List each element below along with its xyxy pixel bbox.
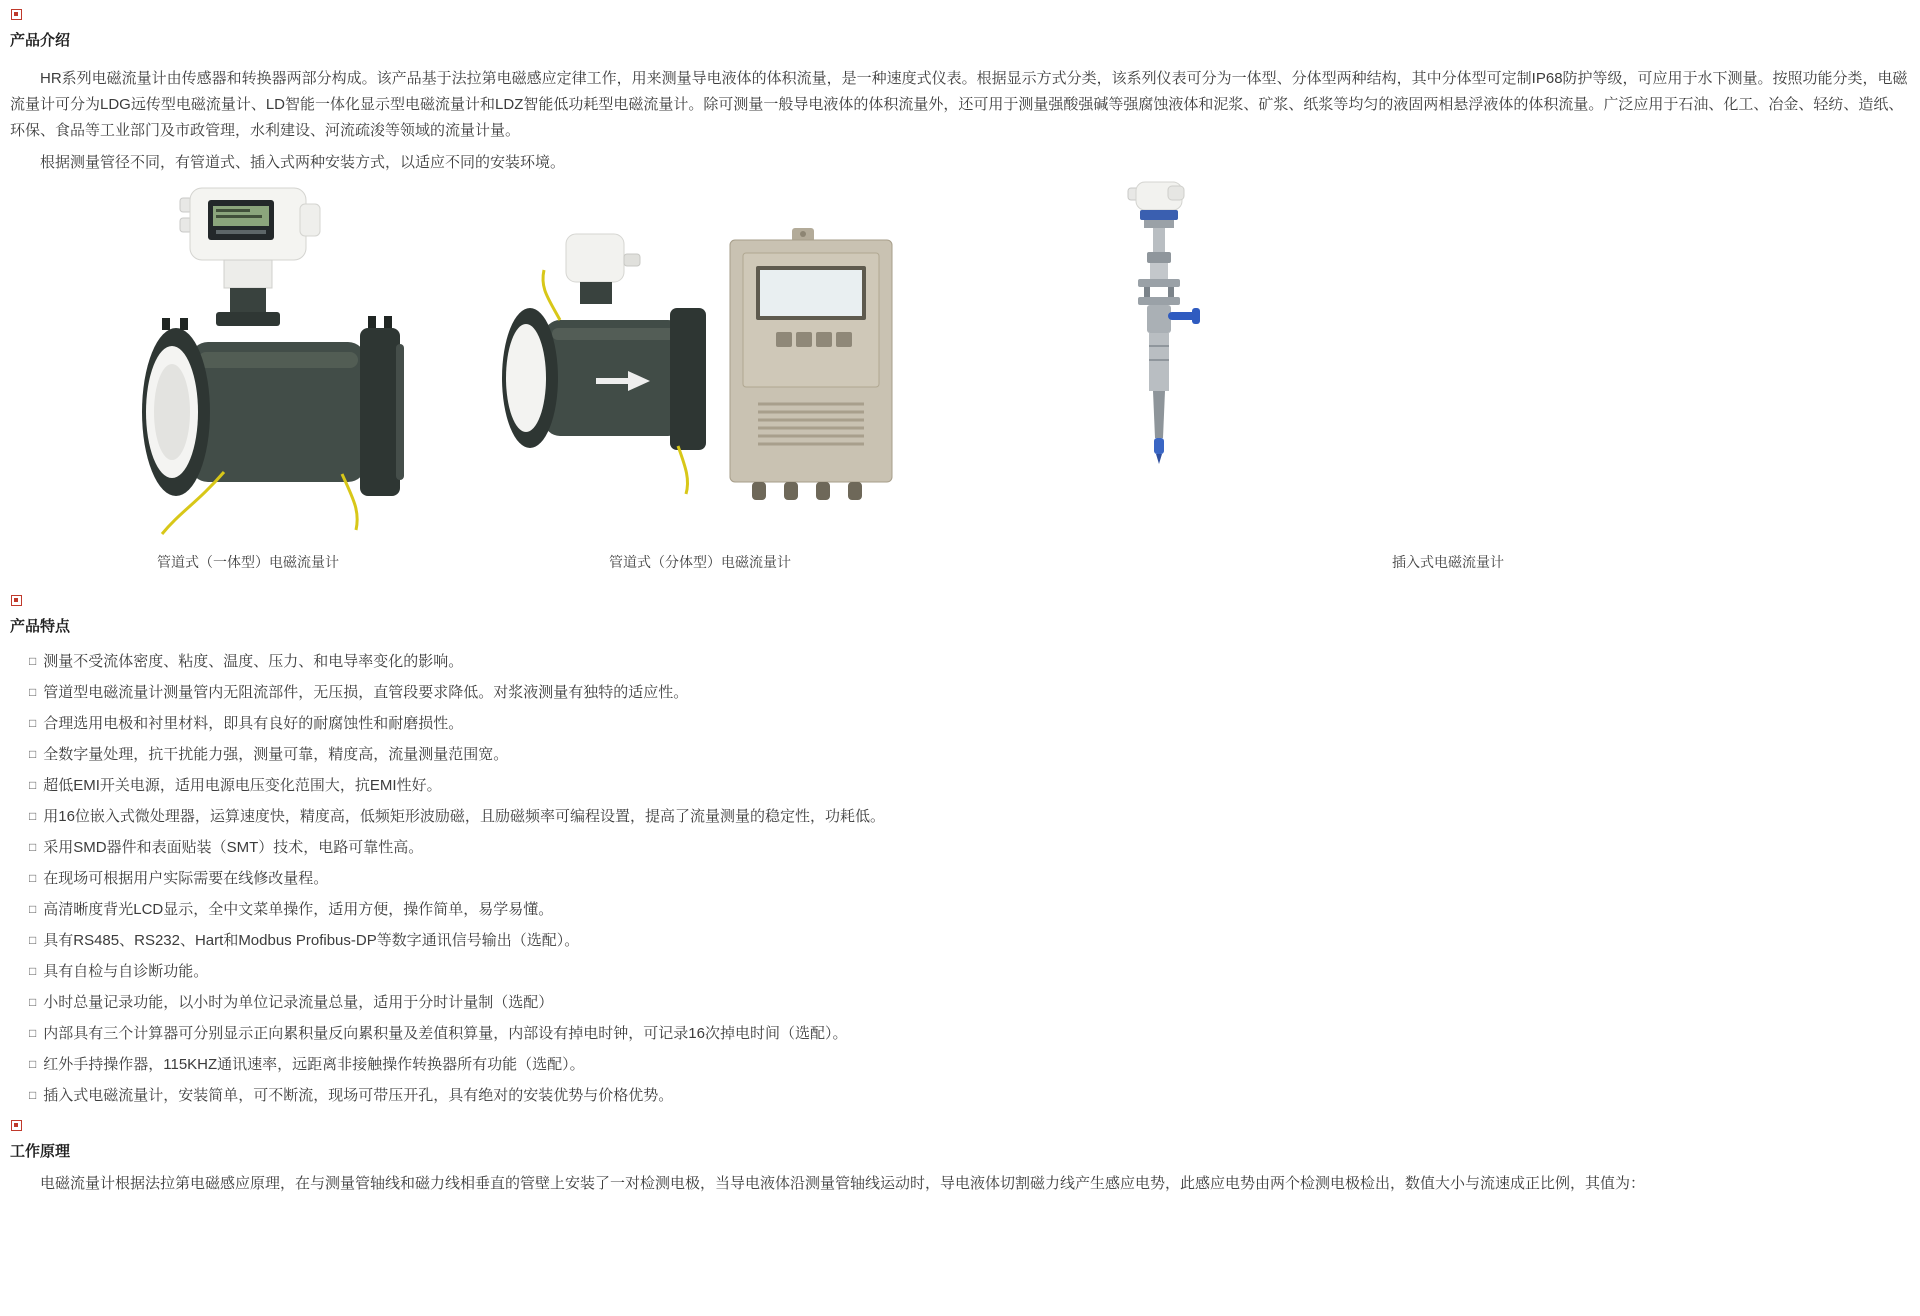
principle-section-title: 工作原理 (10, 1143, 71, 1160)
feature-item (29, 807, 1910, 827)
intro-section-title: 产品介绍 (10, 32, 71, 49)
square-bullet-icon: □ (29, 995, 37, 1009)
feature-text: 全数字量处理，抗干扰能力强，测量可靠，精度高，流量测量范围宽。 (43, 746, 509, 763)
square-bullet-icon: □ (29, 778, 37, 792)
feature-item (29, 1086, 1910, 1106)
square-bullet-icon: □ (29, 685, 37, 699)
product-image-pipeline-split-flowmeter (500, 228, 900, 528)
square-bullet-icon: □ (29, 1088, 37, 1102)
feature-text: 插入式电磁流量计，安装简单，可不断流，现场可带压开孔，具有绝对的安装优势与价格优势。 (43, 1087, 674, 1104)
product-images-row (10, 180, 1910, 582)
product-caption-integrated: 管道式（一体型）电磁流量计 (157, 554, 339, 570)
feature-item (29, 683, 1910, 703)
product-caption-split: 管道式（分体型）电磁流量计 (609, 554, 791, 570)
square-bullet-icon: □ (29, 964, 37, 978)
feature-item (29, 776, 1910, 796)
feature-text: 管道型电磁流量计测量管内无阻流部件，无压损，直管段要求降低。对浆液测量有独特的适应性。 (43, 684, 689, 701)
feature-item (29, 838, 1910, 858)
feature-item (29, 931, 1910, 951)
feature-item (29, 900, 1910, 920)
features-section-title: 产品特点 (10, 618, 71, 635)
square-bullet-icon: □ (29, 840, 37, 854)
square-bullet-icon: □ (29, 1057, 37, 1071)
feature-item (29, 993, 1910, 1013)
square-bullet-icon: □ (29, 871, 37, 885)
square-bullet-icon: □ (29, 1026, 37, 1040)
section-marker-icon (11, 1120, 22, 1131)
section-marker-icon (11, 595, 22, 606)
feature-item (29, 714, 1910, 734)
section-marker-icon (11, 9, 22, 20)
feature-list (10, 652, 1910, 1106)
feature-item (29, 962, 1910, 982)
feature-text: 具有自检与自诊断功能。 (43, 963, 209, 980)
product-caption-insertion: 插入式电磁流量计 (1392, 554, 1504, 570)
feature-text: 内部具有三个计算器可分别显示正向累积量反向累积量及差值积算量，内部设有掉电时钟，可记录16次掉电时间（选配）。 (43, 1025, 848, 1042)
feature-text: 小时总量记录功能，以小时为单位记录流量总量，适用于分时计量制（选配） (43, 994, 554, 1011)
feature-item (29, 869, 1910, 889)
principle-paragraph: 电磁流量计根据法拉第电磁感应原理，在与测量管轴线和磁力线相垂直的管壁上安装了一对检测电极，当导电液体沿测量管轴线运动时，导电液体切割磁力线产生感应电势，此感应电势由两个检测电极检出，数值大小与流速成正比例，其值为： (40, 1175, 1646, 1192)
square-bullet-icon: □ (29, 747, 37, 761)
square-bullet-icon: □ (29, 654, 37, 668)
intro-paragraph-2: 根据测量管径不同，有管道式、插入式两种安装方式，以适应不同的安装环境。 (40, 154, 566, 171)
product-image-insertion-flowmeter (1106, 180, 1218, 480)
feature-text: 高清晰度背光LCD显示，全中文菜单操作，适用方便，操作简单，易学易懂。 (43, 901, 554, 918)
intro-paragraph-1: HR系列电磁流量计由传感器和转换器两部分构成。该产品基于法拉第电磁感应定律工作，用来测量导电液体的体积流量，是一种速度式仪表。根据显示方式分类，该系列仪表可分为一体型、分体型两种结构，其中分体型可定制IP68防护等级，可应用于水下测量。按照功能分类，电磁流量计可分为LDG远传型电磁流量计、LD智能一体化显示型电磁流量计和LDZ智能低功耗型电磁流量计。除可测量一般导电液体的体积流量外，还可用于测量强酸强碱等强腐蚀液体和泥浆、矿浆、纸浆等均匀的液固两相悬浮液体的体积流量。广泛应用于石油、化工、冶金、轻纺、造纸、环保、食品等工业部门及市政管理，水利建设、河流疏浚等领域的流量计量。 (10, 70, 1908, 139)
square-bullet-icon: □ (29, 809, 37, 823)
feature-item (29, 1055, 1910, 1075)
feature-text: 采用SMD器件和表面贴装（SMT）技术，电路可靠性高。 (43, 839, 424, 856)
square-bullet-icon: □ (29, 716, 37, 730)
feature-text: 测量不受流体密度、粘度、温度、压力、和电导率变化的影响。 (43, 653, 464, 670)
feature-text: 红外手持操作器，115KHZ通讯速率，远距离非接触操作转换器所有功能（选配）。 (43, 1056, 585, 1073)
product-image-pipeline-integrated-flowmeter (128, 182, 428, 550)
feature-text: 超低EMI开关电源，适用电源电压变化范围大，抗EMI性好。 (43, 777, 442, 794)
feature-item (29, 1024, 1910, 1044)
feature-text: 合理选用电极和衬里材料，即具有良好的耐腐蚀性和耐磨损性。 (43, 715, 464, 732)
feature-text: 用16位嵌入式微处理器，运算速度快，精度高，低频矩形波励磁，且励磁频率可编程设置，提高了流量测量的稳定性，功耗低。 (43, 808, 885, 825)
feature-item (29, 652, 1910, 672)
feature-text: 具有RS485、RS232、Hart和Modbus Profibus-DP等数字通讯信号输出（选配）。 (43, 932, 580, 949)
square-bullet-icon: □ (29, 933, 37, 947)
feature-text: 在现场可根据用户实际需要在线修改量程。 (43, 870, 329, 887)
square-bullet-icon: □ (29, 902, 37, 916)
feature-item (29, 745, 1910, 765)
